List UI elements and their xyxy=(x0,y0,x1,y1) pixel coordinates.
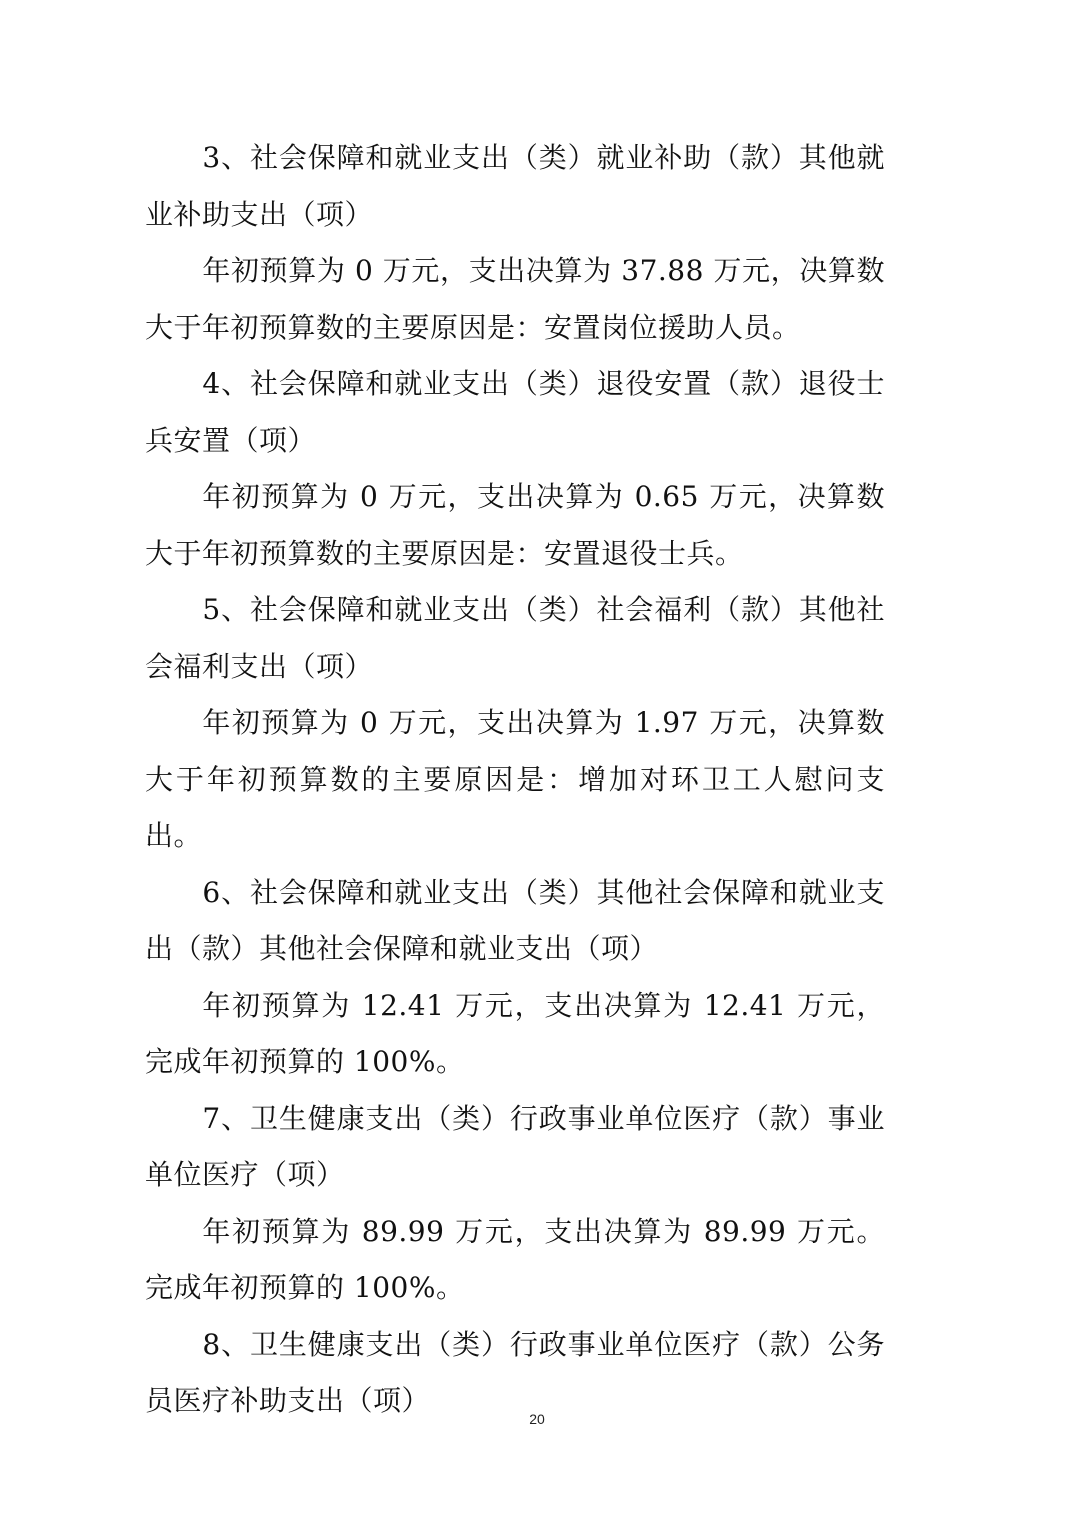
page-number: 20 xyxy=(529,1411,545,1427)
item-detail-3: 年初预算为 0 万元，支出决算为 37.88 万元，决算数大于年初预算数的主要原因是：安置岗位援助人员。 xyxy=(145,254,885,344)
item-heading-7: 7、卫生健康支出（类）行政事业单位医疗（款）事业单位医疗（项） xyxy=(145,1101,885,1191)
item-detail-7: 年初预算为 89.99 万元，支出决算为 89.99 万元。完成年初预算的 100%。 xyxy=(145,1214,885,1304)
item-detail-6: 年初预算为 12.41 万元，支出决算为 12.41 万元，完成年初预算的 100%。 xyxy=(145,988,885,1078)
item-heading-6: 6、社会保障和就业支出（类）其他社会保障和就业支出（款）其他社会保障和就业支出（项） xyxy=(145,875,885,965)
item-heading-8: 8、卫生健康支出（类）行政事业单位医疗（款）公务员医疗补助支出（项） xyxy=(145,1327,885,1417)
item-heading-4: 4、社会保障和就业支出（类）退役安置（款）退役士兵安置（项） xyxy=(145,367,885,457)
document-body xyxy=(145,130,885,1430)
item-heading-3: 3、社会保障和就业支出（类）就业补助（款）其他就业补助支出（项） xyxy=(145,141,885,231)
item-detail-4: 年初预算为 0 万元，支出决算为 0.65 万元，决算数大于年初预算数的主要原因是：安置退役士兵。 xyxy=(145,480,885,570)
item-detail-5: 年初预算为 0 万元，支出决算为 1.97 万元，决算数大于年初预算数的主要原因是：增加对环卫工人慰问支出。 xyxy=(145,706,885,852)
item-heading-5: 5、社会保障和就业支出（类）社会福利（款）其他社会福利支出（项） xyxy=(145,593,885,683)
